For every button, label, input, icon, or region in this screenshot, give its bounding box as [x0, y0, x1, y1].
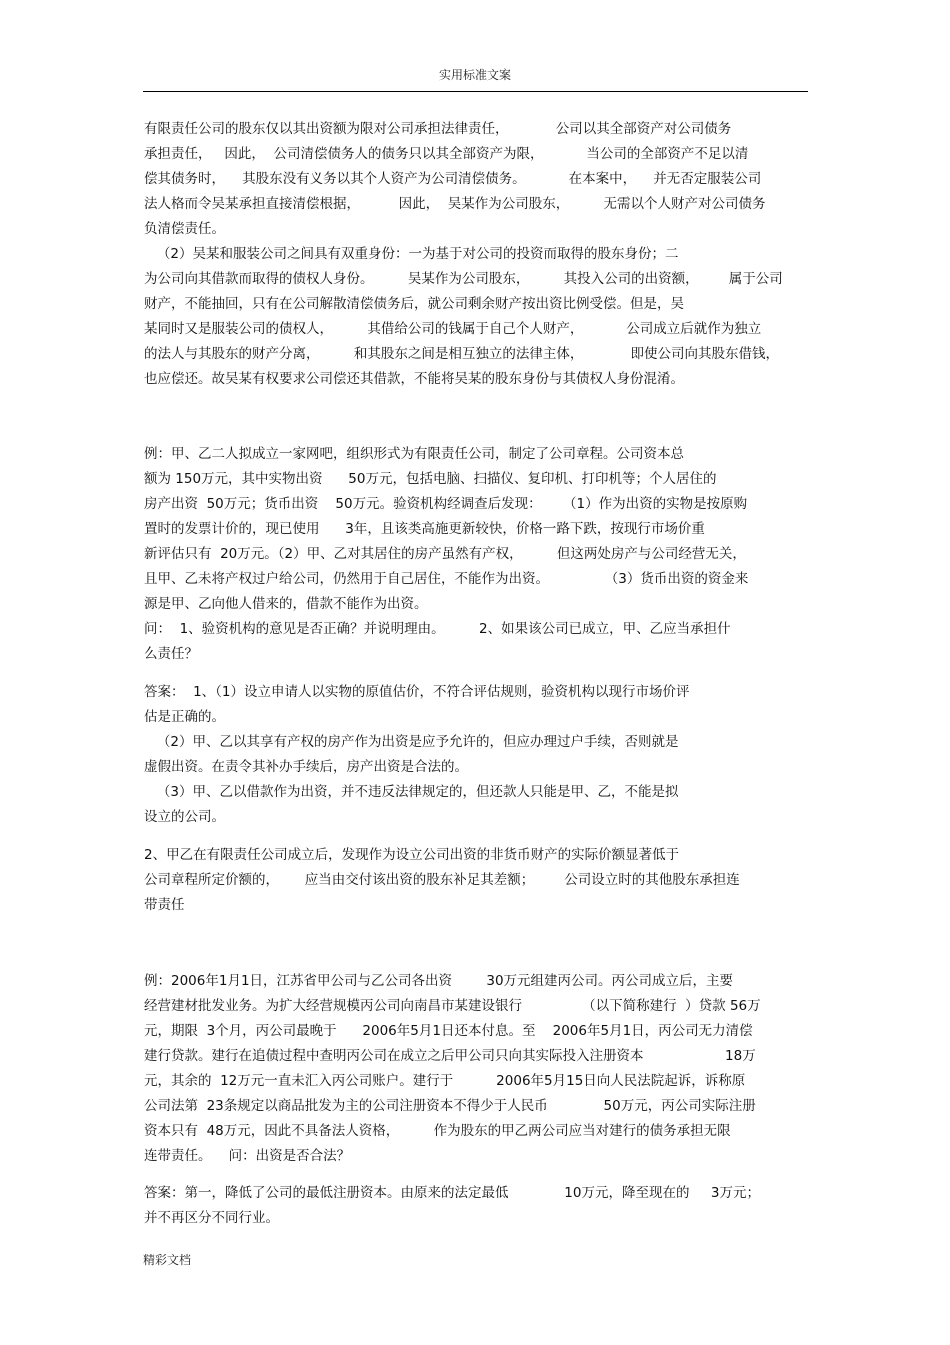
- text-line: 也应偿还。故吴某有权要求公司偿还其借款，不能将吴某的股东身份与其债权人身份混淆。: [144, 371, 684, 387]
- text-line: 且甲、乙未将产权过户给公司，仍然用于自己居住，不能作为出资。 （3）货币出资的资金来: [144, 571, 749, 587]
- text-line: 带责任: [144, 897, 185, 913]
- text-line: 公司章程所定价额的， 应当由交付该出资的股东补足其差额； 公司设立时的其他股东承担连: [144, 872, 740, 888]
- text-line: 并不再区分不同行业。: [144, 1210, 279, 1226]
- text-line: 设立的公司。: [144, 809, 225, 825]
- text-line: 财产，不能抽回，只有在公司解散清偿债务后，就公司剩余财产按出资比例受偿。但是，吴: [144, 296, 684, 312]
- text-line: 的法人与其股东的财产分离， 和其股东之间是相互独立的法律主体， 即使公司向其股东借钱，: [144, 346, 780, 362]
- text-line: 答案：第一，降低了公司的最低注册资本。由原来的法定最低 10万元，降至现在的 3万元；: [144, 1185, 761, 1201]
- header-divider: [143, 91, 808, 92]
- page-header: 实用标准文案: [438, 68, 511, 82]
- text-line: 有限责任公司的股东仅以其出资额为限对公司承担法律责任， 公司以其全部资产对公司债务: [144, 121, 732, 137]
- text-line: 估是正确的。: [144, 709, 225, 725]
- text-line: 虚假出资。在责令其补办手续后，房产出资是合法的。: [144, 759, 468, 775]
- text-line: 例：2006年1月1日，江苏省甲公司与乙公司各出资 30万元组建丙公司。丙公司成立后，主要: [144, 973, 734, 989]
- text-line: 置时的发票计价的，现已使用 3年，且该类高施更新较快，价格一路下跌，按现行市场价重: [144, 521, 705, 537]
- text-line: 某同时又是服装公司的债权人， 其借给公司的钱属于自己个人财产， 公司成立后就作为独立: [144, 321, 762, 337]
- text-line: 负清偿责任。: [144, 221, 225, 237]
- text-line: （2）吴某和服装公司之间具有双重身份：一为基于对公司的投资而取得的股东身份；二: [144, 246, 679, 262]
- text-line: 2、甲乙在有限责任公司成立后，发现作为设立公司出资的非货币财产的实际价额显著低于: [144, 847, 680, 863]
- text-line: 答案： 1、（1）设立申请人以实物的原值估价，不符合评估规则，验资机构以现行市场价评: [144, 684, 690, 700]
- text-line: 建行贷款。建行在追债过程中查明丙公司在成立之后甲公司只向其实际投入注册资本 18万: [144, 1048, 756, 1064]
- page-footer: 精彩文档: [143, 1253, 192, 1267]
- text-line: 连带责任。 问：出资是否合法？: [144, 1148, 351, 1164]
- text-line: （2）甲、乙以其享有产权的房产作为出资是应予允许的，但应办理过户手续，否则就是: [144, 734, 679, 750]
- text-line: 元，期限 3个月，丙公司最晚于 2006年5月1日还本付息。至 2006年5月1日，丙公司无力清偿: [144, 1023, 753, 1039]
- text-line: 为公司向其借款而取得的债权人身份。 吴某作为公司股东， 其投入公司的出资额， 属于公司: [144, 271, 783, 287]
- text-line: 新评估只有 20万元。（2）甲、乙对其居住的房产虽然有产权， 但这两处房产与公司经营无关，: [144, 546, 746, 562]
- text-line: 资本只有 48万元，因此不具备法人资格， 作为股东的甲乙两公司应当对建行的债务承担无限: [144, 1123, 731, 1139]
- text-line: 偿其债务时， 其股东没有义务以其个人资产为公司清偿债务。 在本案中， 并无否定服装公司: [144, 171, 762, 187]
- text-line: 源是甲、乙向他人借来的，借款不能作为出资。: [144, 596, 428, 612]
- text-line: （3）甲、乙以借款作为出资，并不违反法律规定的，但还款人只能是甲、乙，不能是拟: [144, 784, 679, 800]
- text-line: 问： 1、验资机构的意见是否正确？并说明理由。 2、如果该公司已成立，甲、乙应当承担什: [144, 621, 731, 637]
- text-line: 例：甲、乙二人拟成立一家网吧，组织形式为有限责任公司，制定了公司章程。公司资本总: [144, 446, 684, 462]
- text-line: 承担责任， 因此， 公司清偿债务人的债务只以其全部资产为限， 当公司的全部资产不足以清: [144, 146, 749, 162]
- text-line: 房产出资 50万元；货币出资 50万元。验资机构经调查后发现： （1）作为出资的实物是按原购: [144, 496, 748, 512]
- text-line: 经营建材批发业务。为扩大经营规模丙公司向南昌市某建设银行 （以下简称建行 ）贷款 56万: [144, 998, 761, 1014]
- text-line: 元，其余的 12万元一直未汇入丙公司账户。建行于 2006年5月15日向人民法院起诉，诉称原: [144, 1073, 746, 1089]
- text-line: 么责任？: [144, 646, 198, 662]
- text-line: 公司法第 23条规定以商品批发为主的公司注册资本不得少于人民币 50万元，丙公司实际注册: [144, 1098, 756, 1114]
- text-line: 法人格而令吴某承担直接清偿根据， 因此， 吴某作为公司股东， 无需以个人财产对公司债务: [144, 196, 766, 212]
- text-line: 额为 150万元，其中实物出资 50万元，包括电脑、扫描仪、复印机、打印机等；个人居住的: [144, 471, 717, 487]
